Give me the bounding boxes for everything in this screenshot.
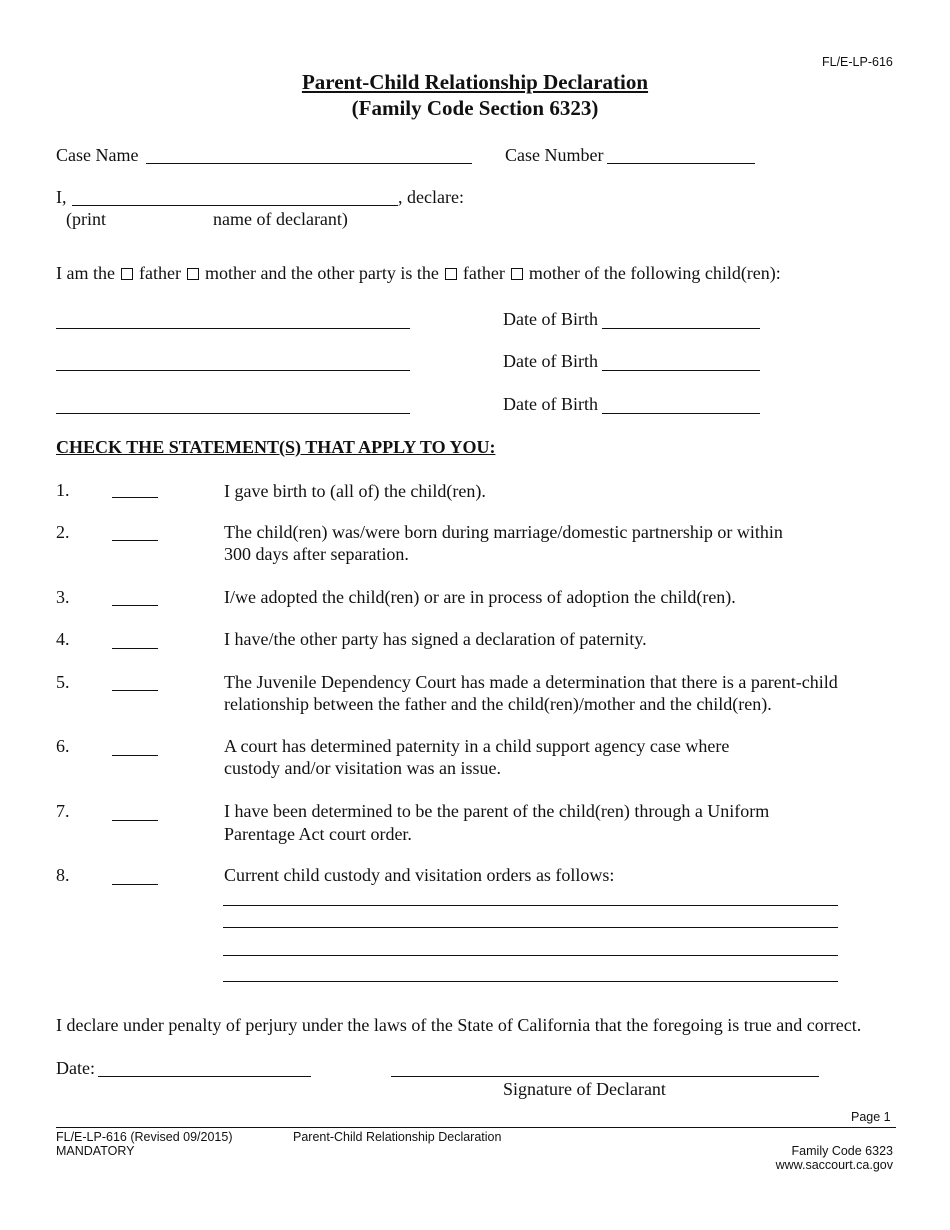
statement-check-4[interactable] <box>112 648 158 649</box>
statement-check-1[interactable] <box>112 497 158 498</box>
case-number-label: Case Number <box>505 145 604 165</box>
signature-label: Signature of Declarant <box>503 1079 666 1099</box>
signature-field[interactable] <box>391 1076 819 1077</box>
case-name-field[interactable] <box>146 163 472 164</box>
father-label-1: father <box>138 263 181 283</box>
footer-form-revision: FL/E-LP-616 (Revised 09/2015) <box>56 1130 233 1144</box>
statement-text: I have/the other party has signed a declaration of paternity. <box>224 629 647 649</box>
footer-form-title: Parent-Child Relationship Declaration <box>293 1130 502 1144</box>
statement-text: Parentage Act court order. <box>224 824 412 844</box>
statements-heading: CHECK THE STATEMENT(S) THAT APPLY TO YOU: <box>56 437 496 457</box>
mother-label-2: mother of the following child(ren): <box>528 263 781 283</box>
dob-label-2: Date of Birth <box>503 351 598 371</box>
declarant-suffix: , declare: <box>398 187 464 207</box>
page-subtitle: (Family Code Section 6323) <box>351 96 599 120</box>
page-number: Page 1 <box>851 1110 891 1124</box>
footer-code-ref: Family Code 6323 <box>791 1144 893 1158</box>
custody-orders-line-4[interactable] <box>223 981 838 982</box>
custody-orders-line-3[interactable] <box>223 955 838 956</box>
statement-check-6[interactable] <box>112 755 158 756</box>
form-code: FL/E-LP-616 <box>822 55 893 69</box>
case-number-field[interactable] <box>607 163 755 164</box>
footer-website[interactable]: www.saccourt.ca.gov <box>775 1158 893 1172</box>
statement-number: 4. <box>56 629 70 649</box>
custody-orders-line-1[interactable] <box>223 905 838 906</box>
footer-mandatory: MANDATORY <box>56 1144 135 1158</box>
statement-check-8[interactable] <box>112 884 158 885</box>
dob-field-1[interactable] <box>602 328 760 329</box>
statement-number: 3. <box>56 587 70 607</box>
statement-check-7[interactable] <box>112 820 158 821</box>
statement-number: 8. <box>56 865 70 885</box>
statement-check-2[interactable] <box>112 540 158 541</box>
custody-orders-line-2[interactable] <box>223 927 838 928</box>
statement-number: 7. <box>56 801 70 821</box>
dob-field-2[interactable] <box>602 370 760 371</box>
child-name-field-3[interactable] <box>56 413 410 414</box>
dob-field-3[interactable] <box>602 413 760 414</box>
relationship-text-start: I am the <box>56 263 115 283</box>
declarant-prefix: I, <box>56 187 67 207</box>
statement-text: Current child custody and visitation orders as follows: <box>224 865 615 885</box>
mother-label-1: mother and the other party is the <box>204 263 439 283</box>
statement-text: A court has determined paternity in a child support agency case where <box>224 736 730 756</box>
statement-text: relationship between the father and the child(ren)/mother and the child(ren). <box>224 694 772 714</box>
statement-text: The Juvenile Dependency Court has made a determination that there is a parent-child <box>224 672 838 692</box>
statement-text: custody and/or visitation was an issue. <box>224 758 501 778</box>
footer-divider <box>56 1127 896 1128</box>
statement-text: I gave birth to (all of) the child(ren). <box>224 481 486 501</box>
statement-number: 5. <box>56 672 70 692</box>
statement-text: I have been determined to be the parent of the child(ren) through a Uniform <box>224 801 770 821</box>
perjury-declaration: I declare under penalty of perjury under the laws of the State of California that the foregoing is true and correct. <box>56 1015 862 1035</box>
statement-text: I/we adopted the child(ren) or are in process of adoption the child(ren). <box>224 587 736 607</box>
father-checkbox-2[interactable] <box>445 268 457 280</box>
statement-number: 6. <box>56 736 70 756</box>
statement-text: 300 days after separation. <box>224 544 409 564</box>
case-name-label: Case Name <box>56 145 139 165</box>
declarant-name-field[interactable] <box>72 205 398 206</box>
mother-checkbox-1[interactable] <box>187 268 199 280</box>
declarant-hint-print: (print <box>66 209 106 229</box>
father-checkbox-1[interactable] <box>121 268 133 280</box>
date-label: Date: <box>56 1058 95 1078</box>
declarant-hint-name: name of declarant) <box>213 209 348 229</box>
statement-number: 2. <box>56 522 70 542</box>
date-field[interactable] <box>98 1076 311 1077</box>
page-title: Parent-Child Relationship Declaration <box>301 70 649 94</box>
mother-checkbox-2[interactable] <box>511 268 523 280</box>
statement-check-3[interactable] <box>112 605 158 606</box>
child-name-field-2[interactable] <box>56 370 410 371</box>
relationship-line <box>56 263 781 284</box>
statement-check-5[interactable] <box>112 690 158 691</box>
statement-number: 1. <box>56 480 70 500</box>
dob-label-1: Date of Birth <box>503 309 598 329</box>
father-label-2: father <box>462 263 505 283</box>
child-name-field-1[interactable] <box>56 328 410 329</box>
dob-label-3: Date of Birth <box>503 394 598 414</box>
statement-text: The child(ren) was/were born during marriage/domestic partnership or within <box>224 522 783 542</box>
